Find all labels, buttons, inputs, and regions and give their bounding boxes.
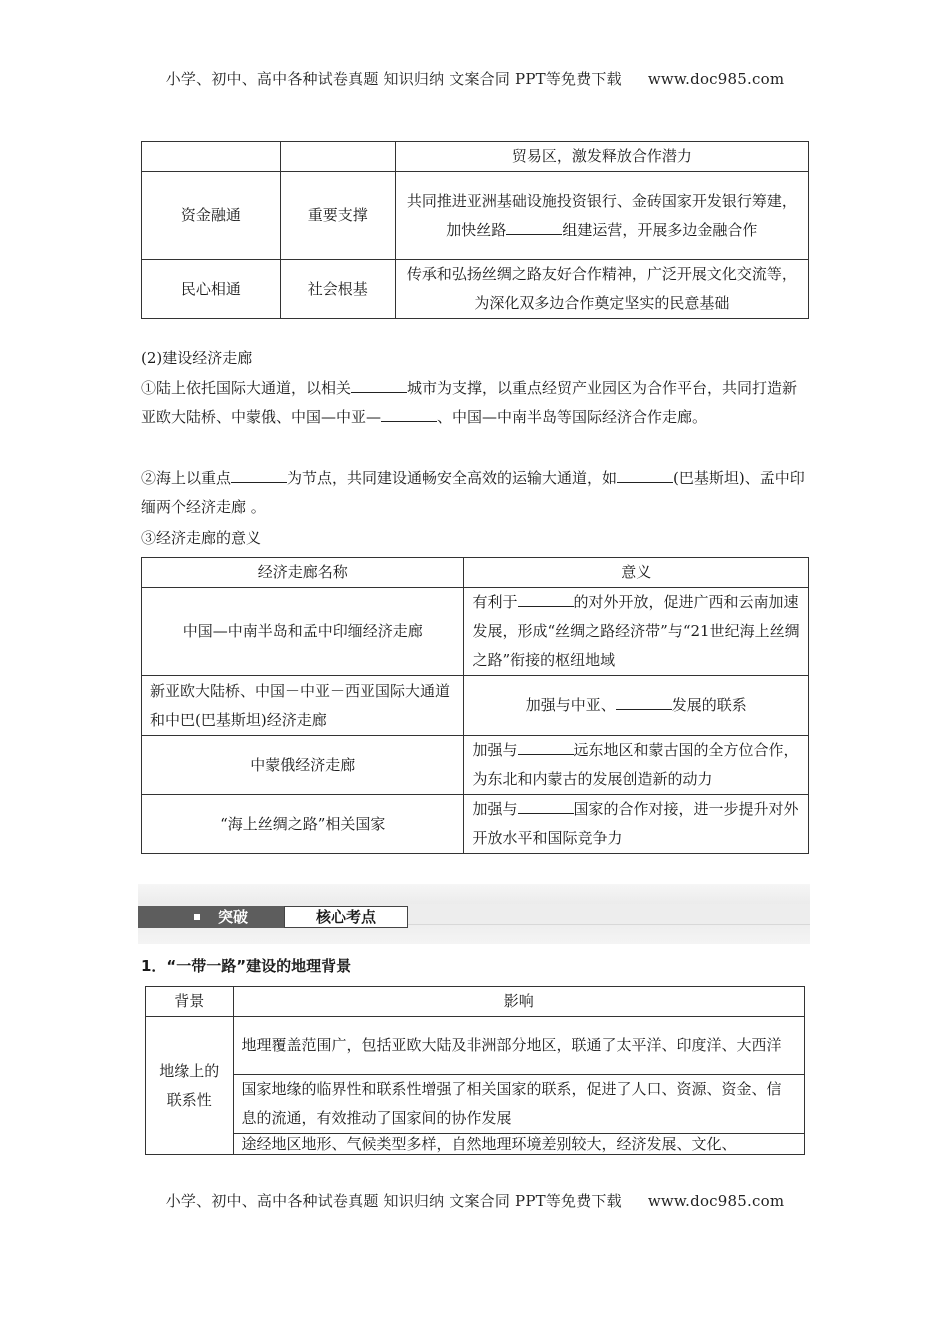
fill-blank[interactable] bbox=[518, 798, 574, 814]
table-cell bbox=[464, 795, 809, 854]
section-banner bbox=[138, 884, 810, 944]
table-row bbox=[142, 795, 809, 854]
cell-text: 共同推进亚洲基础设施投资银行、金砖国家开发银行筹建，加快丝路 bbox=[406, 191, 797, 239]
fill-blank[interactable] bbox=[617, 467, 673, 483]
table-row bbox=[142, 676, 809, 736]
cooperation-table bbox=[141, 141, 809, 319]
fill-blank[interactable] bbox=[381, 406, 437, 422]
fill-blank[interactable] bbox=[231, 467, 287, 483]
fill-blank[interactable] bbox=[351, 377, 407, 393]
paragraph-significance: ③经济走廊的意义 bbox=[141, 529, 262, 547]
fill-blank[interactable] bbox=[506, 219, 562, 235]
table-cell bbox=[142, 142, 281, 172]
column-header: 影响 bbox=[233, 987, 804, 1017]
table-cell: “海上丝绸之路”相关国家 bbox=[142, 795, 464, 854]
cell-text: 发展的联系 bbox=[671, 696, 747, 714]
section-heading: 1．“一带一路”建设的地理背景 bbox=[141, 957, 352, 975]
table-cell: 重要支撑 bbox=[280, 172, 395, 260]
footer-text: 小学、初中、高中各种试卷真题 知识归纳 文案合同 PPT等免费下载 bbox=[165, 1192, 622, 1210]
banner-label-dark bbox=[138, 906, 284, 928]
table-cell: 民心相通 bbox=[142, 260, 281, 319]
cell-text: 组建运营，开展多边金融合作 bbox=[562, 220, 758, 239]
fill-blank[interactable] bbox=[616, 694, 672, 710]
table-cell bbox=[464, 588, 809, 676]
table-row bbox=[142, 260, 809, 319]
table-cell: 地理覆盖范围广，包括亚欧大陆及非洲部分地区，联通了太平洋、印度洋、大西洋 bbox=[233, 1017, 804, 1075]
table-header-row bbox=[146, 987, 805, 1017]
cell-text: 远东地区和蒙古国的全方位合作，为东北和内蒙古的发展创造新的动力 bbox=[472, 741, 799, 788]
table-row bbox=[142, 588, 809, 676]
cell-text: 有利于 bbox=[472, 593, 518, 611]
table-header-row bbox=[142, 558, 809, 588]
table-row bbox=[142, 736, 809, 795]
square-bullet-icon bbox=[194, 914, 200, 920]
cell-text: 国家的合作对接，进一步提升对外开放水平和国际竞争力 bbox=[472, 800, 799, 847]
paragraph-sea bbox=[141, 464, 809, 522]
table-row bbox=[146, 1075, 805, 1134]
para-text: (巴基斯坦)、孟中印缅两个经济走廊 。 bbox=[141, 469, 805, 516]
table-row bbox=[146, 1134, 805, 1155]
cell-text: 的对外开放，促进广西和云南加速发展，形成“丝绸之路经济带”与“21世纪海上丝绸之路”衔接的枢纽地域 bbox=[472, 593, 800, 669]
cell-text: 加强与 bbox=[472, 800, 518, 818]
header-url[interactable]: www.doc985.com bbox=[647, 70, 785, 88]
table-cell: 途经地区地形、气候类型多样，自然地理环境差别较大，经济发展、文化、 bbox=[233, 1134, 804, 1155]
column-header: 意义 bbox=[464, 558, 809, 588]
table-cell: 中国—中南半岛和孟中印缅经济走廊 bbox=[142, 588, 464, 676]
table-cell: 社会根基 bbox=[280, 260, 395, 319]
page-footer bbox=[0, 1190, 950, 1211]
banner-label-light: 核心考点 bbox=[284, 906, 408, 928]
background-table bbox=[145, 986, 805, 1155]
table-cell: 中蒙俄经济走廊 bbox=[142, 736, 464, 795]
table-cell bbox=[395, 172, 808, 260]
cell-text: 加强与 bbox=[472, 741, 518, 759]
table-row bbox=[142, 172, 809, 260]
table-cell: 传承和弘扬丝绸之路友好合作精神，广泛开展文化交流等，为深化双多边合作奠定坚实的民意基础 bbox=[395, 260, 808, 319]
footer-url[interactable]: www.doc985.com bbox=[647, 1192, 785, 1210]
table-row bbox=[142, 142, 809, 172]
table-cell bbox=[280, 142, 395, 172]
table-row bbox=[146, 1017, 805, 1075]
column-header: 经济走廊名称 bbox=[142, 558, 464, 588]
cell-text: 加强与中亚、 bbox=[525, 696, 616, 714]
para-text: ②海上以重点 bbox=[141, 469, 232, 487]
table-cell: 贸易区，激发释放合作潜力 bbox=[395, 142, 808, 172]
table-cell: 新亚欧大陆桥、中国－中亚－西亚国际大通道和中巴(巴基斯坦)经济走廊 bbox=[142, 676, 464, 736]
page-header bbox=[0, 68, 950, 89]
table-group-cell: 地缘上的联系性 bbox=[146, 1017, 234, 1155]
corridor-table bbox=[141, 557, 809, 854]
para-text: 城市为支撑，以重点经贸产业园区为合作平台，共同打造新亚欧大陆桥、中蒙俄、中国—中亚— bbox=[141, 379, 798, 426]
fill-blank[interactable] bbox=[518, 739, 574, 755]
banner-left-text: 突破 bbox=[218, 908, 249, 926]
para-text: ①陆上依托国际大通道，以相关 bbox=[141, 379, 352, 397]
table-cell bbox=[464, 736, 809, 795]
column-header: 背景 bbox=[146, 987, 234, 1017]
table-cell: 资金融通 bbox=[142, 172, 281, 260]
table-cell: 国家地缘的临界性和联系性增强了相关国家的联系，促进了人口、资源、资金、信息的流通，有效推动了国家间的协作发展 bbox=[233, 1075, 804, 1134]
para-text: 、中国—中南半岛等国际经济合作走廊。 bbox=[437, 408, 708, 426]
section-title: (2)建设经济走廊 bbox=[141, 349, 253, 367]
header-text: 小学、初中、高中各种试卷真题 知识归纳 文案合同 PPT等免费下载 bbox=[165, 70, 622, 88]
para-text: 为节点，共同建设通畅安全高效的运输大通道，如 bbox=[287, 469, 618, 487]
fill-blank[interactable] bbox=[518, 591, 574, 607]
table-cell bbox=[464, 676, 809, 736]
paragraph-land bbox=[141, 374, 809, 432]
